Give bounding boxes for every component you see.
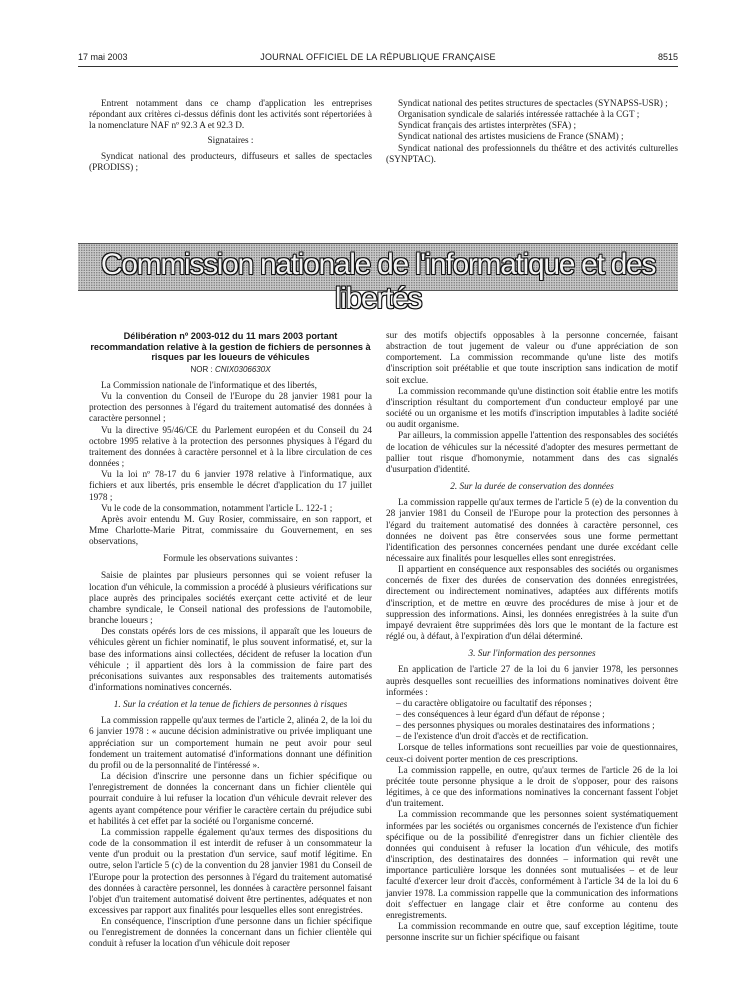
paragraph: Il appartient en conséquence aux responsables des sociétés ou organismes concernés de fixer des durées de conservation des données enregistrées, directement ou indirectement nominatives, adaptées aux différents motifs d'inscription, et de mettre en œuvre des procédures de mise à jour et de suppression des informations. Ainsi, les données enregistrées à la suite d'un impayé devraient être supprimées dès lors que le montant de la facture est réglé ou, à défaut, à l'expiration d'un délai déterminé. xyxy=(386,565,678,643)
signatory-line: Organisation syndicale de salariés intéressée rattachée à la CGT ; xyxy=(398,110,640,121)
paragraph: Vu la loi nº 78-17 du 6 janvier 1978 relative à l'informatique, aux fichiers et aux libertés, pris ensemble le décret d'application du 17 juillet 1978 ; xyxy=(89,470,372,503)
section-heading: 3. Sur l'information des personnes xyxy=(468,649,596,660)
section-banner xyxy=(78,243,678,315)
signatory-line: Syndicat national des professionnels du théâtre et des activités culturelles (SYNPTAC). xyxy=(386,143,678,165)
paragraph: Des constats opérés lors de ces missions, il apparaît que les loueurs de véhicules gèrent un fichier nominatif, le plus souvent informatisé, et, sur la base des informations ainsi collectées, décident de refuser la location d'un véhicule ; il appartient dès lors à la commission de faire part des préconisations suivantes aux responsables des traitements automatisés d'informations nominatives concernés. xyxy=(89,627,372,693)
header-journal-title: JOURNAL OFFICIEL DE LA RÉPUBLIQUE FRANÇAISE xyxy=(260,52,496,62)
paragraph: Après avoir entendu M. Guy Rosier, commissaire, en son rapport, et Mme Charlotte-Marie Pitrat, commissaire du Gouvernement, en ses observations, xyxy=(89,514,372,548)
paragraph: sur des motifs objectifs opposables à la personne concernée, faisant abstraction de tout jugement de valeur ou d'une appréciation de son comportement. La commission recommande qu'une liste des motifs d'inscription soit préétablie et que toute inscription sans indication de motif soit exclue. xyxy=(386,331,678,386)
header-date: 17 mai 2003 xyxy=(78,52,128,62)
top-left-column xyxy=(89,99,372,174)
formule-heading: Formule les observations suivantes : xyxy=(163,554,298,565)
paragraph: Par ailleurs, la commission appelle l'attention des responsables des sociétés de location de véhicules sur la nécessité d'adopter des mesures permettant de pallier tout risque d'homonymie, notamment dans des cas signalés d'usurpation d'identité. xyxy=(386,431,678,475)
paragraph: La commission recommande en outre que, sauf exception légitime, toute personne inscrite sur un fichier spécifique ou faisant xyxy=(386,921,678,944)
paragraph: En application de l'article 27 de la loi du 6 janvier 1978, les personnes auprès desquelles sont recueillies des informations nominatives doivent être informées : xyxy=(386,665,678,698)
list-item: – des conséquences à leur égard d'un défaut de réponse ; xyxy=(396,710,605,720)
nor-value: CNIX0306630X xyxy=(214,364,271,374)
paragraph: La commission recommande que les personnes soient systématiquement informées par les sociétés ou organismes concernés de l'existence d'un fichier spécifique ou de la possibilité d'enregistrer dans un fichier clientèle des données qui conduisent à refuser la location d'un véhicule, des motifs d'inscription, des destinataires des données – information qui revêt une importance particulière lorsque les données sont mutualisées – et de leur faculté d'exercer leur droit d'accès, conformément à l'article 34 de la loi du 6 janvier 1978. La commission rappelle que la communication des informations doit s'effectuer en langage clair et être conforme au contenu des enregistrements. xyxy=(386,810,678,921)
header-page-number: 8515 xyxy=(657,52,678,62)
paragraph: La commission recommande qu'une distinction soit établie entre les motifs d'inscription résultant du comportement d'un conducteur employé par une société ou un organisme et les motifs d'inscription imputables à ladite société ou audit organisme. xyxy=(386,386,678,431)
signatory-line: Syndicat français des artistes interprètes (SFA) ; xyxy=(398,121,577,132)
paragraph: Entrent notamment dans ce champ d'application les entreprises répondant aux critères ci-dessus définis dont les activités sont répertoriées à la nomenclature NAF nº 92.3 A et 92.3 D. xyxy=(89,99,372,132)
paragraph: La commission rappelle également qu'aux termes des dispositions du code de la consommation il est interdit de refuser à un consommateur la vente d'un produit ou la prestation d'un service, sauf motif légitime. En outre, selon l'article 5 (c) de la convention du 28 janvier 1981 du Conseil de l'Europe pour la protection des personnes à l'égard du traitement automatisé des données à caractère personnel, les données à caractère personnel faisant l'objet d'un traitement automatisé doivent être pertinentes, adéquates et non excessives par rapport aux finalités pour lesquelles elles sont enregistrées. xyxy=(89,827,372,916)
header-rule xyxy=(78,66,678,67)
paragraph: Vu la convention du Conseil de l'Europe du 28 janvier 1981 pour la protection des personnes à l'égard du traitement automatisé des données à caractère personnel ; xyxy=(89,392,372,425)
paragraph: Vu le code de la consommation, notamment l'article L. 122-1 ; xyxy=(101,503,333,514)
right-column xyxy=(386,331,678,944)
signatory-line: Syndicat national des artistes musiciens de France (SNAM) ; xyxy=(398,132,624,143)
signataires-heading: Signataires : xyxy=(207,136,254,147)
section-heading: 2. Sur la durée de conservation des données xyxy=(450,482,614,493)
list-item: – du caractère obligatoire ou facultatif des réponses ; xyxy=(396,698,592,709)
paragraph: La Commission nationale de l'informatique et des libertés, xyxy=(101,380,317,391)
signatory-line: Syndicat national des petites structures de spectacles (SYNAPSS-USR) ; xyxy=(398,99,668,109)
paragraph: Vu la directive 95/46/CE du Parlement européen et du Conseil du 24 octobre 1995 relative à la protection des personnes physiques à l'égard du traitement des données à caractère personnel et à la libre circulation de ces données ; xyxy=(89,425,372,470)
paragraph: La commission rappelle qu'aux termes de l'article 5 (e) de la convention du 28 janvier 1981 du Conseil de l'Europe pour la protection des personnes à l'égard du traitement automatisé des données à caractère personnel, ces données ne doivent pas être conservées sous une forme permettant l'identification des personnes concernées pendant une durée excédant celle nécessaire aux finalités pour lesquelles elles sont enregistrées. xyxy=(386,498,678,564)
top-right-column xyxy=(386,99,678,166)
nor-label: NOR : xyxy=(190,364,213,374)
section-heading: 1. Sur la création et la tenue de fichiers de personnes à risques xyxy=(113,700,348,711)
running-header xyxy=(78,52,678,66)
paragraph: La commission rappelle qu'aux termes de l'article 2, alinéa 2, de la loi du 6 janvier 1978 : « aucune décision administrative ou privée impliquant une appréciation sur un comportement humain ne peut avoir pour seul fondement un traitement automatisé d'informations donnant une définition du profil ou de la personnalité de l'intéressé ». xyxy=(89,716,372,771)
paragraph: Syndicat national des producteurs, diffuseurs et salles de spectacles (PRODISS) ; xyxy=(89,151,372,173)
paragraph: En conséquence, l'inscription d'une personne dans un fichier spécifique ou l'enregistrement de données la concernant dans un fichier clientèle qui conduit à refuser la location d'un véhicule doit reposer xyxy=(89,917,372,950)
list-item: – des personnes physiques ou morales destinataires des informations ; xyxy=(396,721,655,732)
banner-title: Commission nationale de l'informatique et des libertés xyxy=(100,248,656,315)
paragraph: Lorsque de telles informations sont recueillies par voie de questionnaires, ceux-ci doivent porter mention de ces prescriptions. xyxy=(386,743,678,765)
deliberation-title: Délibération nº 2003-012 du 11 mars 2003 portant recommandation relative à la gestion de fichiers de personnes à risques par les loueurs de véhicules xyxy=(90,331,371,363)
paragraph: Saisie de plaintes par plusieurs personnes qui se voient refuser la location d'un véhicule, la commission a procédé à plusieurs vérifications sur place auprès des principales sociétés exerçant cette activité et de leur chambre syndicale, le Conseil national des professions de l'automobile, branche loueurs ; xyxy=(89,571,372,627)
paragraph: La commission rappelle, en outre, qu'aux termes de l'article 26 de la loi précitée toute personne physique a le droit de s'opposer, pour des raisons légitimes, à ce que des informations nominatives la concernant fassent l'objet d'un traitement. xyxy=(386,765,678,810)
list-item: – de l'existence d'un droit d'accès et de rectification. xyxy=(396,732,589,743)
paragraph: La décision d'inscrire une personne dans un fichier spécifique ou l'enregistrement de données la concernant dans un fichier clientèle qui pourrait conduire à lui refuser la location d'un véhicule devrait relever des agents ayant compétence pour vérifier le caractère certain du préjudice subi et habilités à cet effet par la société ou l'organisme concerné. xyxy=(89,772,372,827)
left-column xyxy=(89,331,372,951)
nor-reference xyxy=(89,364,372,375)
